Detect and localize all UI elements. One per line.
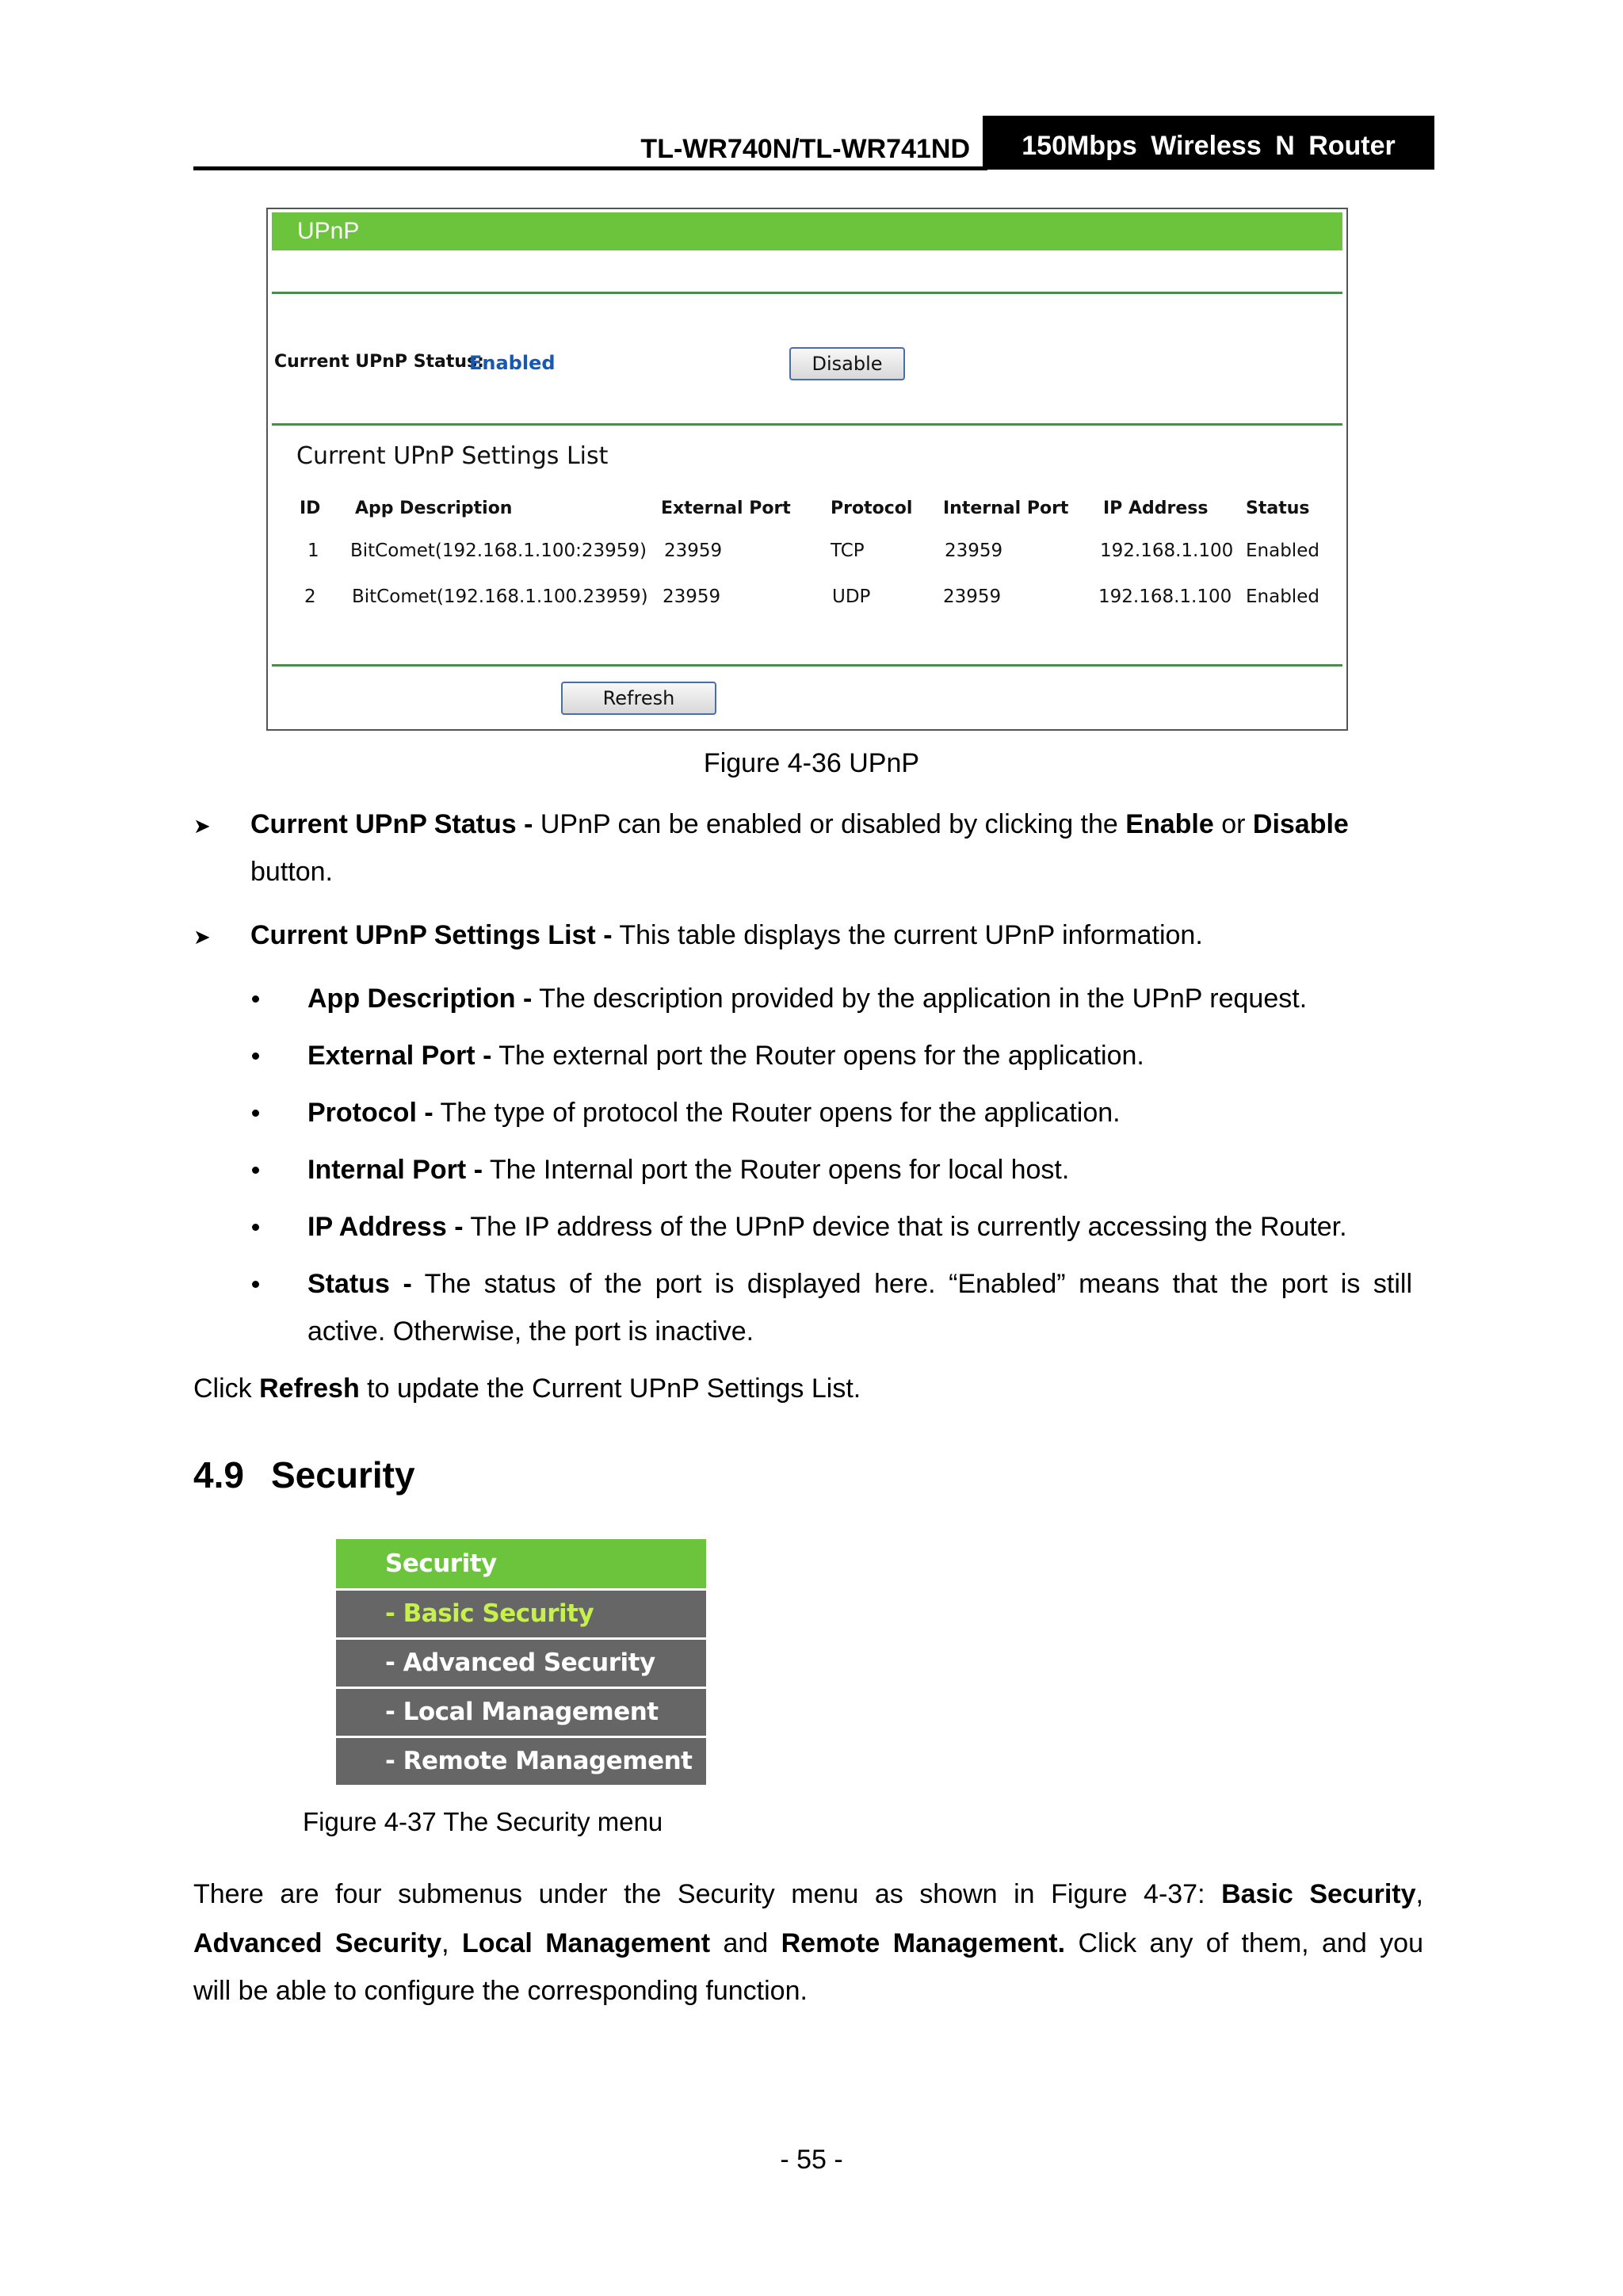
table-cell: 23959 xyxy=(943,586,1002,607)
upnp-status-label: Current UPnP Status: xyxy=(274,352,484,372)
menu-local-management[interactable]: - Local Management xyxy=(336,1689,706,1736)
text: and xyxy=(710,1928,781,1958)
bullet-settings-list xyxy=(250,918,1203,953)
table-cell: Enabled xyxy=(1246,586,1319,607)
bullet-dot-icon xyxy=(252,1052,259,1060)
table-cell: 1 xyxy=(307,541,319,561)
col-id: ID xyxy=(300,499,321,518)
table-cell: 23959 xyxy=(945,541,1003,561)
bullet-dot-icon xyxy=(252,995,259,1003)
upnp-panel-title: UPnP xyxy=(272,212,1342,250)
table-cell: TCP xyxy=(831,541,865,561)
text: This table displays the current UPnP information. xyxy=(612,920,1203,950)
sub-bullet-app-description xyxy=(307,981,1307,1016)
term: Basic Security xyxy=(1221,1879,1416,1909)
header-rule xyxy=(193,166,987,170)
term: Refresh xyxy=(259,1373,360,1404)
section-title: Security xyxy=(271,1454,415,1496)
text: The type of protocol the Router opens for the application. xyxy=(433,1098,1121,1128)
menu-basic-security[interactable]: - Basic Security xyxy=(336,1591,706,1637)
col-status: Status xyxy=(1246,499,1310,518)
term: Local Management xyxy=(461,1928,711,1958)
term: Internal Port - xyxy=(307,1155,483,1185)
divider xyxy=(272,664,1342,667)
text: The status of the port is displayed here. “Enabled” means that the port is still xyxy=(411,1269,1412,1299)
menu-security[interactable]: Security xyxy=(336,1539,706,1588)
text: to update the Current UPnP Settings List. xyxy=(359,1373,861,1404)
text: or xyxy=(1213,809,1253,839)
text: , xyxy=(441,1928,462,1958)
figure-37-caption: Figure 4-37 The Security menu xyxy=(303,1807,663,1836)
header-model: TL-WR740N/TL-WR741ND xyxy=(640,134,970,164)
sub-bullet-status-line2: active. Otherwise, the port is inactive. xyxy=(307,1316,754,1347)
header-product: 150Mbps Wireless N Router xyxy=(983,116,1434,170)
divider xyxy=(272,292,1342,294)
sub-bullet-external-port xyxy=(307,1038,1144,1073)
col-internal-port: Internal Port xyxy=(943,499,1069,518)
table-cell: UDP xyxy=(832,586,871,607)
term: External Port - xyxy=(307,1041,492,1071)
bullet-dot-icon xyxy=(252,1281,259,1288)
upnp-panel xyxy=(266,208,1348,731)
refresh-button[interactable]: Refresh xyxy=(561,682,716,715)
col-app-description: App Description xyxy=(355,499,513,518)
bullet-dot-icon xyxy=(252,1167,259,1174)
table-cell: 192.168.1.100 xyxy=(1100,541,1234,561)
col-ip-address: IP Address xyxy=(1103,499,1209,518)
intro-line-3: will be able to configure the corresponding function. xyxy=(193,1976,808,2006)
arrow-bullet-icon: ➤ xyxy=(193,925,211,949)
text: The description provided by the application in the UPnP request. xyxy=(532,984,1308,1014)
bullet-status xyxy=(250,807,1349,842)
term: Remote Management. xyxy=(781,1928,1066,1958)
figure-36-caption: Figure 4-36 UPnP xyxy=(703,748,920,778)
table-cell: 2 xyxy=(304,586,316,607)
term: Status - xyxy=(307,1269,412,1299)
divider xyxy=(272,423,1342,426)
text: Click any of them, and you xyxy=(1065,1928,1423,1958)
table-cell: 23959 xyxy=(664,541,723,561)
text: The Internal port the Router opens for local host. xyxy=(483,1155,1070,1185)
term: Current UPnP Status - xyxy=(250,809,533,839)
arrow-bullet-icon: ➤ xyxy=(193,814,211,838)
col-protocol: Protocol xyxy=(831,499,913,518)
sub-bullet-ip-address xyxy=(307,1209,1347,1244)
bullet-dot-icon xyxy=(252,1110,259,1117)
security-menu xyxy=(336,1539,706,1785)
menu-remote-management[interactable]: - Remote Management xyxy=(336,1738,706,1785)
text: The external port the Router opens for the application. xyxy=(491,1041,1144,1071)
table-cell: 23959 xyxy=(663,586,721,607)
menu-advanced-security[interactable]: - Advanced Security xyxy=(336,1640,706,1687)
term: App Description - xyxy=(307,984,533,1014)
text: UPnP can be enabled or disabled by clicking the xyxy=(533,809,1126,839)
text: Click xyxy=(193,1373,260,1404)
term: Current UPnP Settings List - xyxy=(250,920,613,950)
table-cell: 192.168.1.100 xyxy=(1098,586,1232,607)
bullet-dot-icon xyxy=(252,1224,259,1231)
click-refresh-text xyxy=(193,1371,861,1406)
col-external-port: External Port xyxy=(661,499,791,518)
intro-line-2 xyxy=(193,1926,1423,1961)
text: , xyxy=(1415,1879,1423,1909)
table-cell: BitComet(192.168.1.100:23959) xyxy=(350,541,647,561)
disable-button[interactable]: Disable xyxy=(789,347,905,380)
term: Disable xyxy=(1252,809,1349,839)
text: There are four submenus under the Security menu as shown in Figure 4-37: xyxy=(193,1879,1205,1909)
settings-list-title: Current UPnP Settings List xyxy=(296,442,609,470)
text: The IP address of the UPnP device that is currently accessing the Router. xyxy=(463,1212,1347,1242)
intro-line-1 xyxy=(193,1877,1423,1912)
sub-bullet-status xyxy=(307,1266,1412,1301)
term: Enable xyxy=(1125,809,1214,839)
sub-bullet-protocol xyxy=(307,1095,1121,1130)
term: IP Address - xyxy=(307,1212,464,1242)
upnp-status-value: Enabled xyxy=(469,352,556,374)
table-cell: BitComet(192.168.1.100.23959) xyxy=(352,586,648,607)
term: Advanced Security xyxy=(193,1928,442,1958)
table-cell: Enabled xyxy=(1246,541,1319,561)
sub-bullet-internal-port xyxy=(307,1152,1069,1187)
page-number: - 55 - xyxy=(780,2145,843,2175)
section-number: 4.9 xyxy=(193,1454,244,1496)
bullet-status-line2: button. xyxy=(250,857,333,887)
term: Protocol - xyxy=(307,1098,433,1128)
